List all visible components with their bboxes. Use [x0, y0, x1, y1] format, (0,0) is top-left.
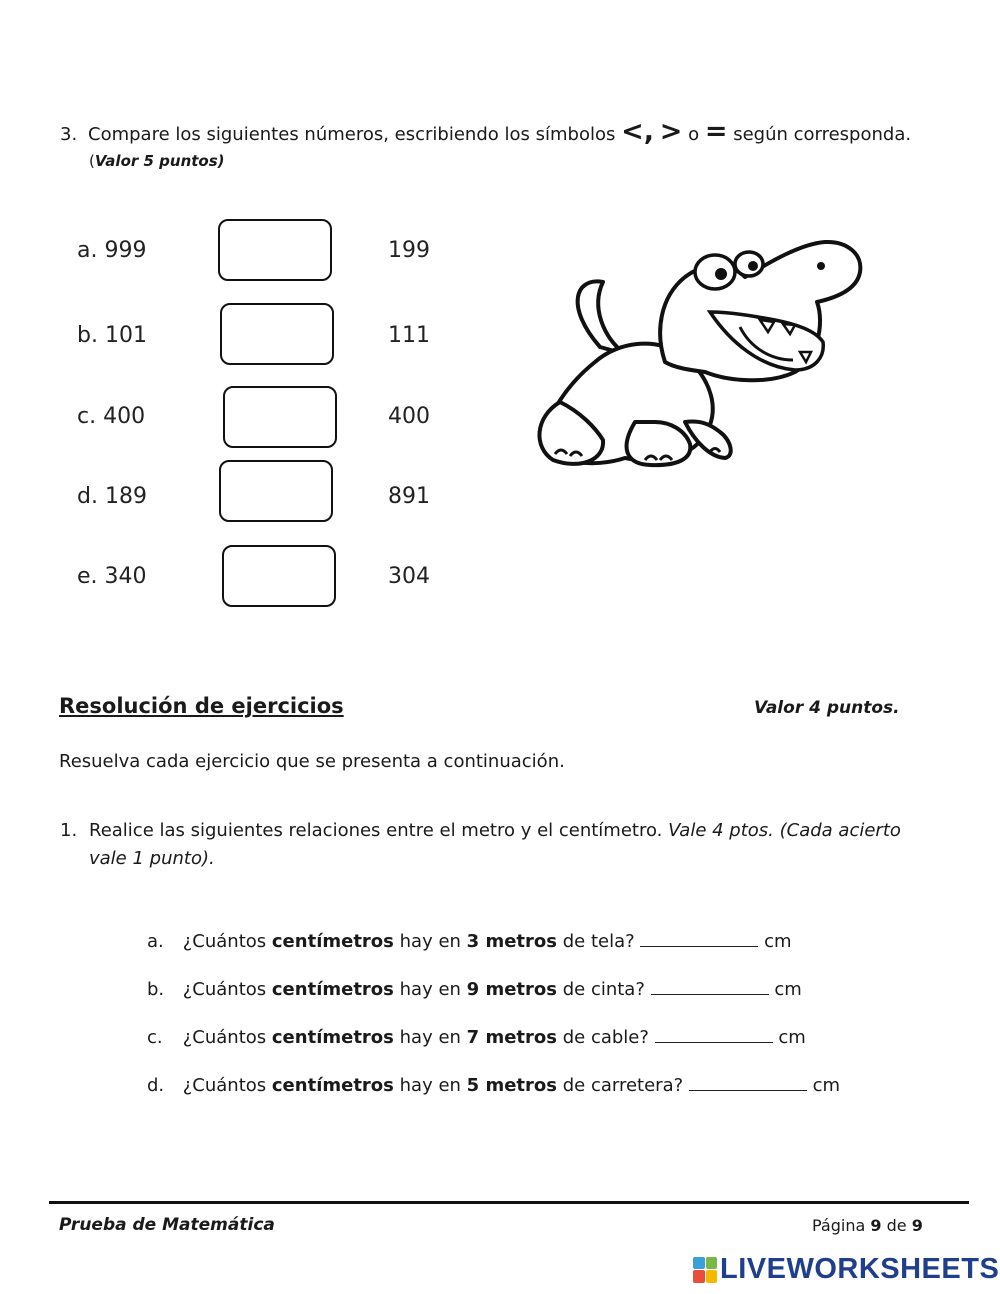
subquestion-post: de cable?	[562, 1027, 649, 1048]
value-paren: (	[89, 152, 95, 170]
subquestion-bold-amount: 3 metros	[466, 931, 557, 952]
page-of: de	[886, 1216, 907, 1235]
footer-divider	[49, 1201, 969, 1204]
subquestion-pre: ¿Cuántos	[182, 979, 267, 1000]
question-number: 3.	[60, 124, 78, 145]
subquestion-letter: d.	[147, 1075, 165, 1096]
subquestion-mid: hay en	[399, 1075, 461, 1096]
subquestion-bold-unit: centímetros	[271, 1027, 394, 1048]
symbol-equals: =	[704, 116, 728, 147]
question-text: Realice las siguientes relaciones entre el metro y el centímetro.	[89, 820, 663, 841]
row-a-right: 199	[388, 238, 430, 263]
subquestion-c	[147, 1025, 806, 1048]
row-c-left: c. 400	[77, 404, 146, 429]
answer-box-e[interactable]	[222, 545, 336, 607]
section-value: Valor 4 puntos.	[754, 698, 900, 718]
question-number: 1.	[60, 820, 78, 841]
question-1-prompt	[60, 817, 920, 873]
value-text: Valor 5 puntos)	[94, 152, 225, 170]
answer-box-a[interactable]	[218, 219, 332, 281]
subquestion-letter: b.	[147, 979, 165, 1000]
subquestion-b	[147, 977, 802, 1000]
liveworksheets-logo-icon	[693, 1257, 717, 1283]
subquestion-bold-unit: centímetros	[271, 979, 394, 1000]
answer-blank-d[interactable]	[689, 1073, 807, 1091]
subquestion-unit: cm	[764, 931, 792, 952]
question-text: Compare los siguientes números, escribiendo los símbolos	[88, 124, 616, 145]
subquestion-pre: ¿Cuántos	[182, 1075, 267, 1096]
answer-box-b[interactable]	[220, 303, 334, 365]
page-word: Página	[812, 1216, 866, 1235]
subquestion-unit: cm	[774, 979, 802, 1000]
answer-blank-b[interactable]	[651, 977, 769, 995]
liveworksheets-brand[interactable]	[693, 1253, 999, 1286]
subquestion-bold-unit: centímetros	[271, 1075, 394, 1096]
subquestion-letter: c.	[147, 1027, 163, 1048]
subquestion-a	[147, 929, 792, 952]
row-b-left: b. 101	[77, 323, 147, 348]
row-e-left: e. 340	[77, 564, 147, 589]
answer-box-d[interactable]	[219, 460, 333, 522]
subquestion-bold-amount: 9 metros	[466, 979, 557, 1000]
subquestion-d	[147, 1073, 840, 1096]
subquestion-mid: hay en	[399, 931, 461, 952]
page-total: 9	[911, 1216, 923, 1235]
row-b-right: 111	[388, 323, 430, 348]
subquestion-mid: hay en	[399, 979, 461, 1000]
page-indicator	[812, 1216, 923, 1235]
subquestion-mid: hay en	[399, 1027, 461, 1048]
footer-title: Prueba de Matemática	[59, 1215, 275, 1235]
subquestion-bold-unit: centímetros	[271, 931, 394, 952]
subquestion-pre: ¿Cuántos	[182, 1027, 267, 1048]
row-a-left: a. 999	[77, 238, 147, 263]
question-3-prompt	[60, 116, 911, 147]
subquestion-post: de carretera?	[562, 1075, 684, 1096]
symbol-greater-than: >	[659, 116, 683, 147]
brand-name: LIVEWORKSHEETS	[720, 1253, 1000, 1285]
page-current: 9	[870, 1216, 882, 1235]
subquestion-unit: cm	[778, 1027, 806, 1048]
subquestion-bold-amount: 5 metros	[466, 1075, 557, 1096]
subquestion-post: de tela?	[562, 931, 635, 952]
question-note: Vale 4 ptos. (Cada acierto vale 1 punto).	[89, 820, 901, 869]
crocodile-illustration	[525, 232, 870, 472]
symbol-less-than: <,	[621, 116, 654, 147]
section-title: Resolución de ejercicios	[59, 694, 344, 718]
row-c-right: 400	[388, 404, 430, 429]
answer-blank-c[interactable]	[655, 1025, 773, 1043]
subquestion-letter: a.	[147, 931, 164, 952]
answer-blank-a[interactable]	[640, 929, 758, 947]
question-3-value	[89, 152, 225, 170]
question-text-end: según corresponda.	[733, 124, 912, 145]
answer-box-c[interactable]	[223, 386, 337, 448]
subquestion-unit: cm	[812, 1075, 841, 1096]
section-instruction: Resuelva cada ejercicio que se presenta a continuación.	[59, 751, 565, 772]
subquestion-post: de cinta?	[562, 979, 645, 1000]
row-d-right: 891	[388, 484, 430, 509]
connector-word: o	[688, 124, 700, 145]
row-e-right: 304	[388, 564, 430, 589]
row-d-left: d. 189	[77, 484, 147, 509]
subquestion-pre: ¿Cuántos	[182, 931, 267, 952]
subquestion-bold-amount: 7 metros	[466, 1027, 557, 1048]
